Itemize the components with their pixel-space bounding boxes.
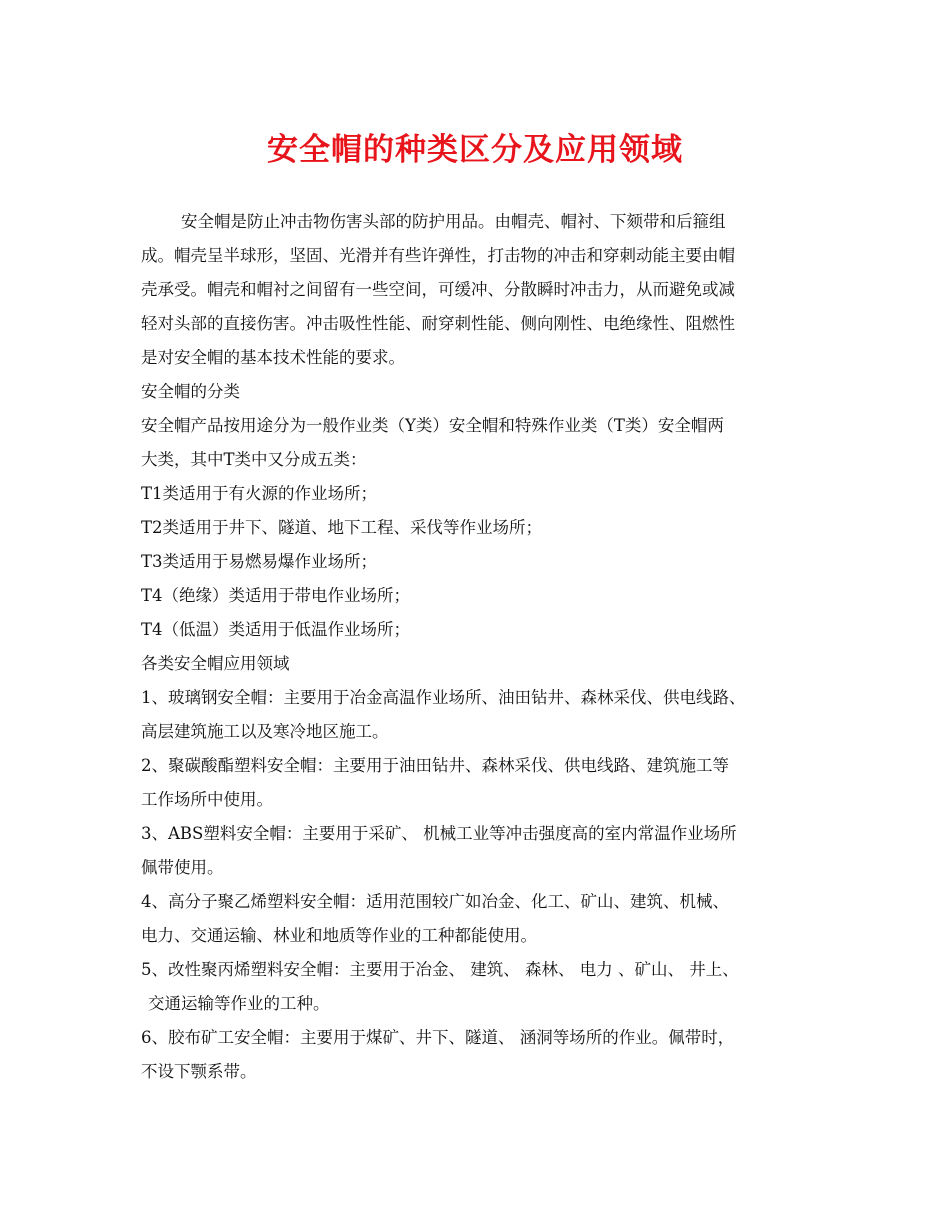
paragraph-line: 大类，其中T类中又分成五类： (141, 450, 367, 469)
list-item-continuation: 高层建筑施工以及寒冷地区施工。 (141, 722, 389, 741)
list-item: 5、改性聚丙烯塑料安全帽：主要用于冶金、 建筑、 森林、 电力 、矿山、 井上、 (141, 960, 739, 979)
section-heading: 安全帽的分类 (141, 382, 240, 401)
list-item: T1类适用于有火源的作业场所； (141, 484, 378, 503)
paragraph-line: 安全帽是防止冲击物伤害头部的防护用品。由帽壳、帽衬、下颏带和后箍组 (181, 212, 726, 231)
list-item: T3类适用于易燃易爆作业场所； (141, 552, 378, 571)
document-body (141, 205, 821, 1089)
list-item: 4、高分子聚乙烯塑料安全帽：适用范围较广如冶金、化工、矿山、建筑、机械、 (141, 892, 729, 911)
list-item: 6、胶布矿工安全帽：主要用于煤矿、井下、隧道、 涵洞等场所的作业。佩带时， (141, 1028, 735, 1047)
list-item: T4（低温）类适用于低温作业场所； (141, 620, 411, 639)
list-item: 1、玻璃钢安全帽：主要用于冶金高温作业场所、油田钻井、森林采伐、供电线路、 (141, 688, 746, 707)
list-item: 2、聚碳酸酯塑料安全帽：主要用于油田钻井、森林采伐、供电线路、建筑施工等 (141, 756, 729, 775)
list-item-continuation: 不设下颚系带。 (141, 1062, 257, 1081)
paragraph-line: 轻对头部的直接伤害。冲击吸性性能、耐穿刺性能、侧向刚性、电绝缘性、阻燃性 (141, 314, 735, 333)
paragraph-line: 成。帽壳呈半球形，坚固、光滑并有些许弹性，打击物的冲击和穿刺动能主要由帽 (141, 246, 735, 265)
list-item-continuation: 交通运输等作业的工种。 (148, 994, 330, 1013)
paragraph-line: 壳承受。帽壳和帽衬之间留有一些空间，可缓冲、分散瞬时冲击力，从而避免或减 (141, 280, 735, 299)
document-title: 安全帽的种类区分及应用领域 (267, 132, 683, 168)
list-item: T2类适用于井下、隧道、地下工程、采伐等作业场所； (141, 518, 543, 537)
paragraph-line: 安全帽产品按用途分为一般作业类（Y类）安全帽和特殊作业类（T类）安全帽两 (141, 416, 724, 435)
paragraph-line: 是对安全帽的基本技术性能的要求。 (141, 348, 405, 367)
section-heading: 各类安全帽应用领域 (141, 654, 290, 673)
list-item-continuation: 佩带使用。 (141, 858, 224, 877)
list-item: 3、ABS塑料安全帽：主要用于采矿、 机械工业等冲击强度高的室内常温作业场所 (141, 824, 737, 843)
list-item-continuation: 电力、交通运输、林业和地质等作业的工种都能使用。 (141, 926, 537, 945)
list-item-continuation: 工作场所中使用。 (141, 790, 273, 809)
list-item: T4（绝缘）类适用于带电作业场所； (141, 586, 411, 605)
